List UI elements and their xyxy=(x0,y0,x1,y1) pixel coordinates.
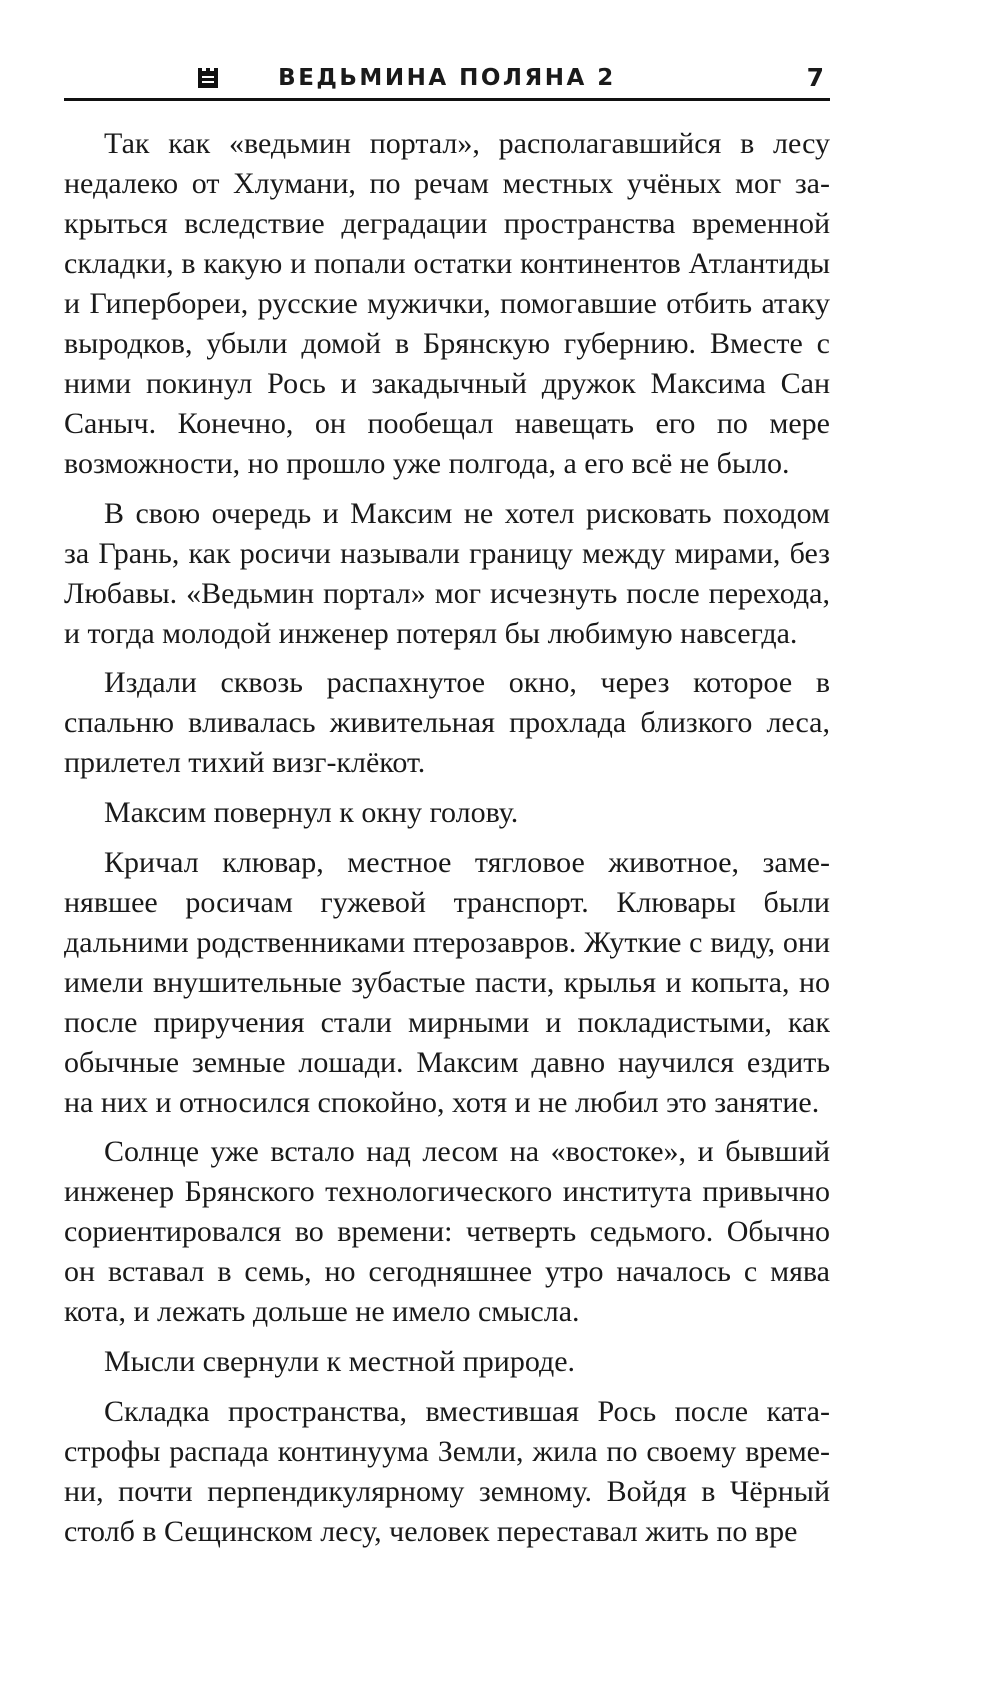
paragraph: Мысли свернули к местной природе. xyxy=(104,1345,576,1379)
paragraph: Кричал клювар, местное тягловое животное, заменявшее росичам гужевой транспорт. Клювары были дальними родственниками птерозавров. Жуткие с виду, они имели внушительные зубастые пасти, крылья и копыта, но после приручения стали мирными и покладистыми, как обычные земные лошади. Максим давно научился ездить на них и относился спокойно, хотя и не любил это занятие. xyxy=(64,845,830,1119)
paragraph: В свою очередь и Максим не хотел рисковать походом за Грань, как росичи называли границу между мирами, без Любавы. «Ведьмин портал» мог исчезнуть после перехода, и тогда молодой инженер потерял бы любимую навсегда. xyxy=(64,496,830,650)
body-text xyxy=(64,124,830,1562)
book-title: ВЕДЬМИНА ПОЛЯНА 2 xyxy=(278,65,616,91)
paragraph: Максим повернул к окну голову. xyxy=(104,796,519,830)
paragraph: Так как «ведьмин портал», располагавшийся в лесу недалеко от Хлумани, по речам местных учёных мог закрыться вследствие деградации пространства временной складки, в какую и попали остатки континентов Атлантиды и Гипербореи, русские мужички, помогавшие отбить атаку выродков, убыли домой в Брянскую губернию. Вместе с ними покинул Рось и закадычный дружок Максима Сан Саныч. Конечно, он пообещал навещать его по мере возможности, но прошло уже полгода, а его всё не было. xyxy=(64,127,830,480)
running-header xyxy=(64,62,830,101)
paragraph: Складка пространства, вместившая Рось после катастрофы распада континуума Земли, жила по своему времени, почти перпендикулярному земному. Войдя в Чёрный столб в Сещинском лесу, человек переставал жить по вре xyxy=(64,1394,830,1548)
paragraph: Солнце уже встало над лесом на «востоке», и бывший инженер Брянского технологического института привычно сориентировался во времени: четверть седьмого. Обычно он вставал в семь, но сегодняшнее утро началось с мява кота, и лежать дольше не имело смысла. xyxy=(64,1135,830,1329)
page-number: 7 xyxy=(806,63,824,92)
paragraph: Издали сквозь распахнутое окно, через которое в спальню вливалась живительная прохлада близкого леса, прилетел тихий визг-клёкот. xyxy=(64,666,830,780)
